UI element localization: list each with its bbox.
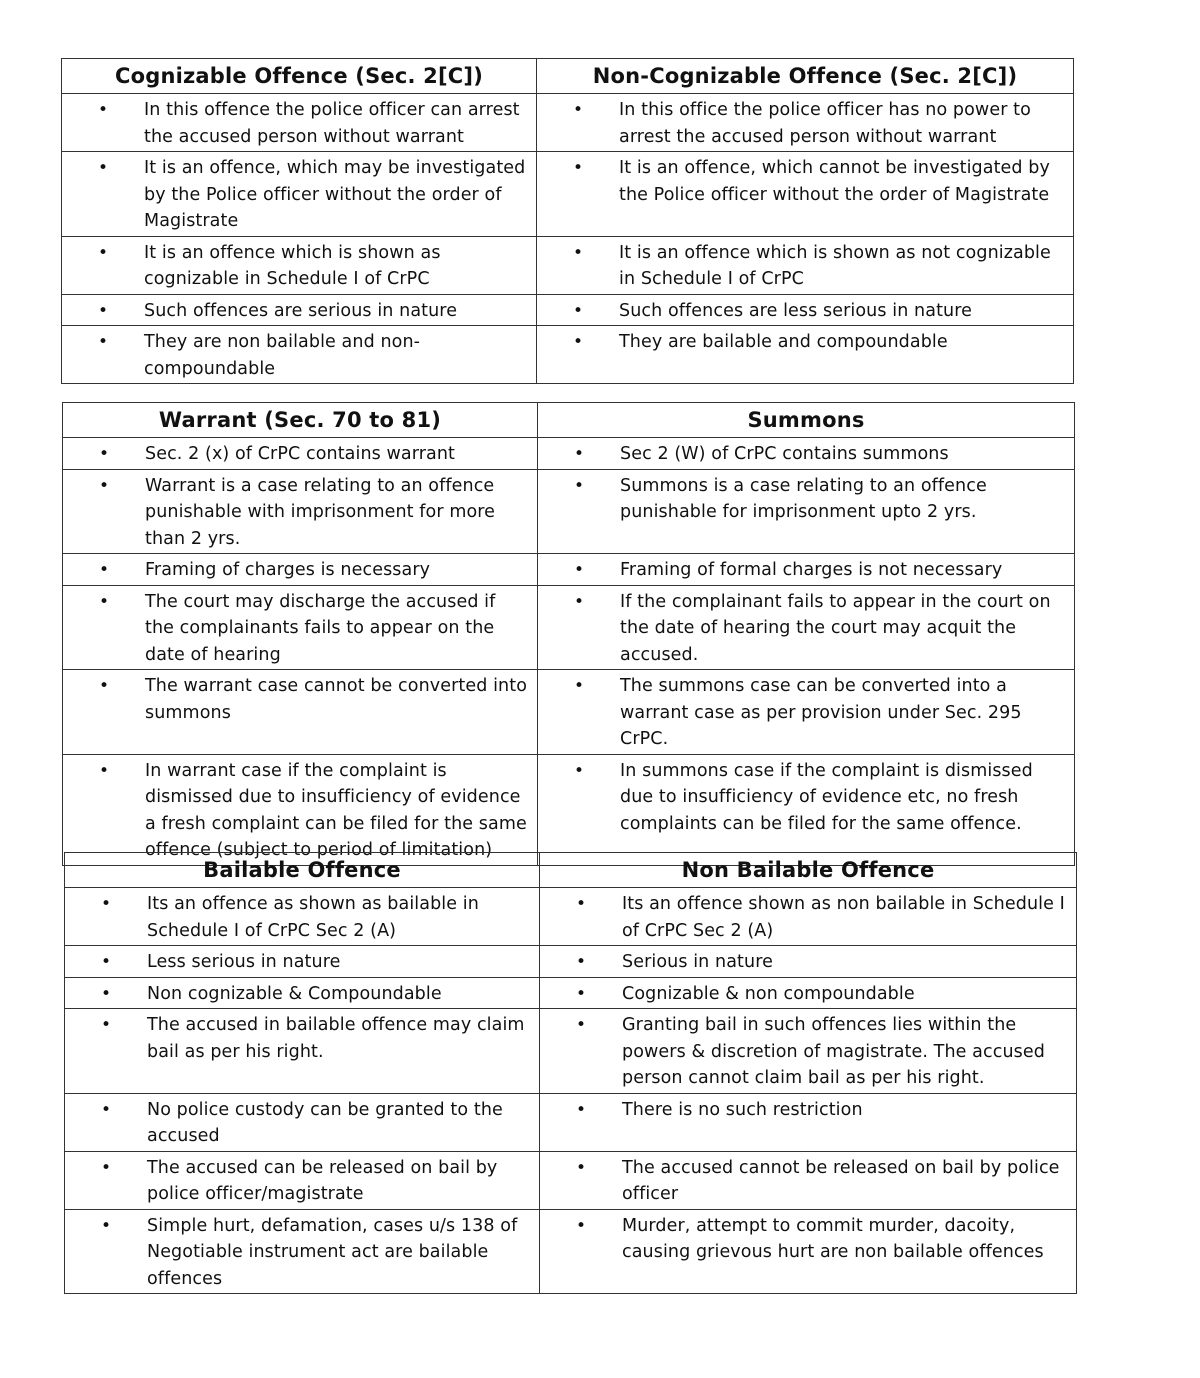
bullet-icon: • (575, 1099, 587, 1120)
table-header-row (63, 403, 1075, 438)
cell-text: The court may discharge the accused if the complainants fails to appear on the date of hearing (145, 591, 496, 665)
table-row (63, 670, 1075, 755)
comparison-table-bailable (64, 852, 1077, 1294)
right-cell (538, 670, 1075, 755)
right-cell (537, 236, 1074, 294)
right-cell (540, 1151, 1077, 1209)
right-cell (537, 294, 1074, 326)
cell-text: They are bailable and compoundable (619, 332, 948, 352)
right-cell (538, 438, 1075, 470)
bullet-icon: • (575, 1015, 587, 1035)
cell-text: Cognizable & non compoundable (622, 983, 915, 1004)
left-cell (65, 1151, 540, 1209)
column-header-left: Cognizable Offence (Sec. 2[C]) (62, 59, 537, 94)
left-cell (63, 469, 538, 554)
cell-text: Serious in nature (622, 952, 773, 972)
left-cell (62, 326, 537, 384)
table-row (65, 1009, 1077, 1094)
table-header-row (65, 853, 1077, 888)
bullet-icon: • (100, 1215, 112, 1236)
cell-text: Such offences are less serious in nature (619, 300, 972, 321)
cell-text: Framing of charges is necessary (145, 560, 431, 580)
cell-text: Its an offence as shown as bailable in Schedule I of CrPC Sec 2 (A) (147, 894, 479, 941)
bullet-icon: • (573, 760, 585, 781)
right-cell (540, 1009, 1077, 1094)
right-cell (538, 469, 1075, 554)
column-header-right: Non-Cognizable Offence (Sec. 2[C]) (537, 59, 1074, 94)
cell-text: They are non bailable and non-compoundable (144, 332, 421, 379)
left-cell (62, 236, 537, 294)
bullet-icon: • (98, 591, 110, 612)
table-row (63, 469, 1075, 554)
cell-text: In summons case if the complaint is dismissed due to insufficiency of evidence etc, no fresh complaints can be filed for the same offence. (620, 760, 1033, 834)
cell-text: Non cognizable & Compoundable (147, 983, 442, 1004)
bullet-icon: • (98, 760, 110, 781)
left-cell (63, 438, 538, 470)
cell-text: The accused can be released on bail by police officer/magistrate (147, 1157, 498, 1204)
table-row (65, 946, 1077, 978)
bullet-icon: • (100, 983, 112, 1004)
left-cell (65, 977, 540, 1009)
cell-text: Less serious in nature (147, 952, 341, 972)
right-cell (540, 946, 1077, 978)
cell-text: Simple hurt, defamation, cases u/s 138 of Negotiable instrument act are bailable offences (147, 1215, 518, 1289)
left-cell (63, 585, 538, 670)
table-row (65, 1093, 1077, 1151)
table-header-row (62, 59, 1074, 94)
right-cell (537, 326, 1074, 384)
table-row (63, 754, 1075, 865)
table-row (65, 888, 1077, 946)
bullet-icon: • (97, 332, 109, 352)
bullet-icon: • (573, 444, 585, 464)
bullet-icon: • (572, 332, 584, 352)
left-cell (62, 152, 537, 237)
cell-text: Granting bail in such offences lies within the powers & discretion of magistrate. The accused person cannot claim bail as per his right. (622, 1015, 1045, 1088)
bullet-icon: • (572, 242, 584, 263)
cell-text: Warrant is a case relating to an offence punishable with imprisonment for more than 2 yrs. (145, 475, 496, 549)
bullet-icon: • (572, 158, 584, 178)
table-row (63, 438, 1075, 470)
right-cell (537, 94, 1074, 152)
bullet-icon: • (100, 1157, 112, 1178)
bullet-icon: • (97, 100, 109, 120)
bullet-icon: • (572, 300, 584, 321)
cell-text: In this office the police officer has no power to arrest the accused person without warrant (619, 100, 1031, 147)
right-cell (540, 1209, 1077, 1294)
bullet-icon: • (575, 983, 587, 1004)
right-cell (538, 585, 1075, 670)
bullet-icon: • (100, 894, 112, 914)
bullet-icon: • (97, 158, 109, 178)
bullet-icon: • (98, 444, 110, 464)
cell-text: The warrant case cannot be converted into summons (145, 676, 528, 723)
left-cell (65, 888, 540, 946)
cell-text: Such offences are serious in nature (144, 300, 458, 321)
cell-text: If the complainant fails to appear in the court on the date of hearing the court may acquit the accused. (620, 591, 1051, 665)
bullet-icon: • (573, 560, 585, 580)
bullet-icon: • (100, 1099, 112, 1120)
bullet-icon: • (575, 952, 587, 972)
bullet-icon: • (573, 676, 585, 696)
right-cell (540, 1093, 1077, 1151)
table-row (65, 1151, 1077, 1209)
left-cell (65, 1093, 540, 1151)
bullet-icon: • (98, 475, 110, 496)
cell-text: Murder, attempt to commit murder, dacoity, causing grievous hurt are non bailable offences (622, 1215, 1044, 1262)
left-cell (63, 554, 538, 586)
bullet-icon: • (572, 100, 584, 120)
cell-text: It is an offence, which may be investigated by the Police officer without the order of Magistrate (144, 158, 526, 231)
left-cell (65, 1209, 540, 1294)
column-header-left: Warrant (Sec. 70 to 81) (63, 403, 538, 438)
bullet-icon: • (100, 952, 112, 972)
bullet-icon: • (573, 591, 585, 612)
bullet-icon: • (98, 560, 110, 580)
cell-text: Sec. 2 (x) of CrPC contains warrant (145, 444, 456, 464)
table-row (62, 294, 1074, 326)
cell-text: Its an offence shown as non bailable in Schedule I of CrPC Sec 2 (A) (622, 894, 1065, 941)
cell-text: Summons is a case relating to an offence punishable for imprisonment upto 2 yrs. (620, 475, 987, 522)
right-cell (538, 554, 1075, 586)
column-header-right: Summons (538, 403, 1075, 438)
bullet-icon: • (98, 676, 110, 696)
bullet-icon: • (575, 894, 587, 914)
right-cell (537, 152, 1074, 237)
right-cell (538, 754, 1075, 865)
bullet-icon: • (97, 242, 109, 263)
cell-text: There is no such restriction (622, 1099, 863, 1120)
right-cell (540, 888, 1077, 946)
table-row (62, 326, 1074, 384)
right-cell (540, 977, 1077, 1009)
table-row (65, 1209, 1077, 1294)
cell-text: In warrant case if the complaint is dismissed due to insufficiency of evidence a fresh complaint can be filed for the same offence (subject to period of limitation) (145, 760, 527, 860)
bullet-icon: • (100, 1015, 112, 1035)
left-cell (63, 754, 538, 865)
comparison-table-cognizable (61, 58, 1074, 384)
cell-text: The summons case can be converted into a warrant case as per provision under Sec. 295 CrPC. (620, 676, 1022, 749)
table-row (62, 94, 1074, 152)
cell-text: It is an offence which is shown as not cognizable in Schedule I of CrPC (619, 242, 1051, 289)
table-row (62, 152, 1074, 237)
cell-text: It is an offence, which cannot be investigated by the Police officer without the order of Magistrate (619, 158, 1050, 205)
left-cell (62, 94, 537, 152)
comparison-table-warrant-summons (62, 402, 1075, 866)
cell-text: Sec 2 (W) of CrPC contains summons (620, 444, 949, 464)
cell-text: No police custody can be granted to the accused (147, 1099, 503, 1146)
cell-text: In this offence the police officer can arrest the accused person without warrant (144, 100, 520, 147)
cell-text: The accused cannot be released on bail by police officer (622, 1157, 1060, 1204)
cell-text: It is an offence which is shown as cognizable in Schedule I of CrPC (144, 242, 441, 289)
column-header-right: Non Bailable Offence (540, 853, 1077, 888)
left-cell (65, 1009, 540, 1094)
left-cell (65, 946, 540, 978)
column-header-left: Bailable Offence (65, 853, 540, 888)
table-row (62, 236, 1074, 294)
cell-text: The accused in bailable offence may claim bail as per his right. (147, 1015, 525, 1062)
left-cell (62, 294, 537, 326)
bullet-icon: • (97, 300, 109, 321)
table-row (63, 554, 1075, 586)
table-row (63, 585, 1075, 670)
table-row (65, 977, 1077, 1009)
cell-text: Framing of formal charges is not necessary (620, 560, 1003, 580)
bullet-icon: • (575, 1215, 587, 1236)
bullet-icon: • (575, 1157, 587, 1178)
left-cell (63, 670, 538, 755)
bullet-icon: • (573, 475, 585, 496)
